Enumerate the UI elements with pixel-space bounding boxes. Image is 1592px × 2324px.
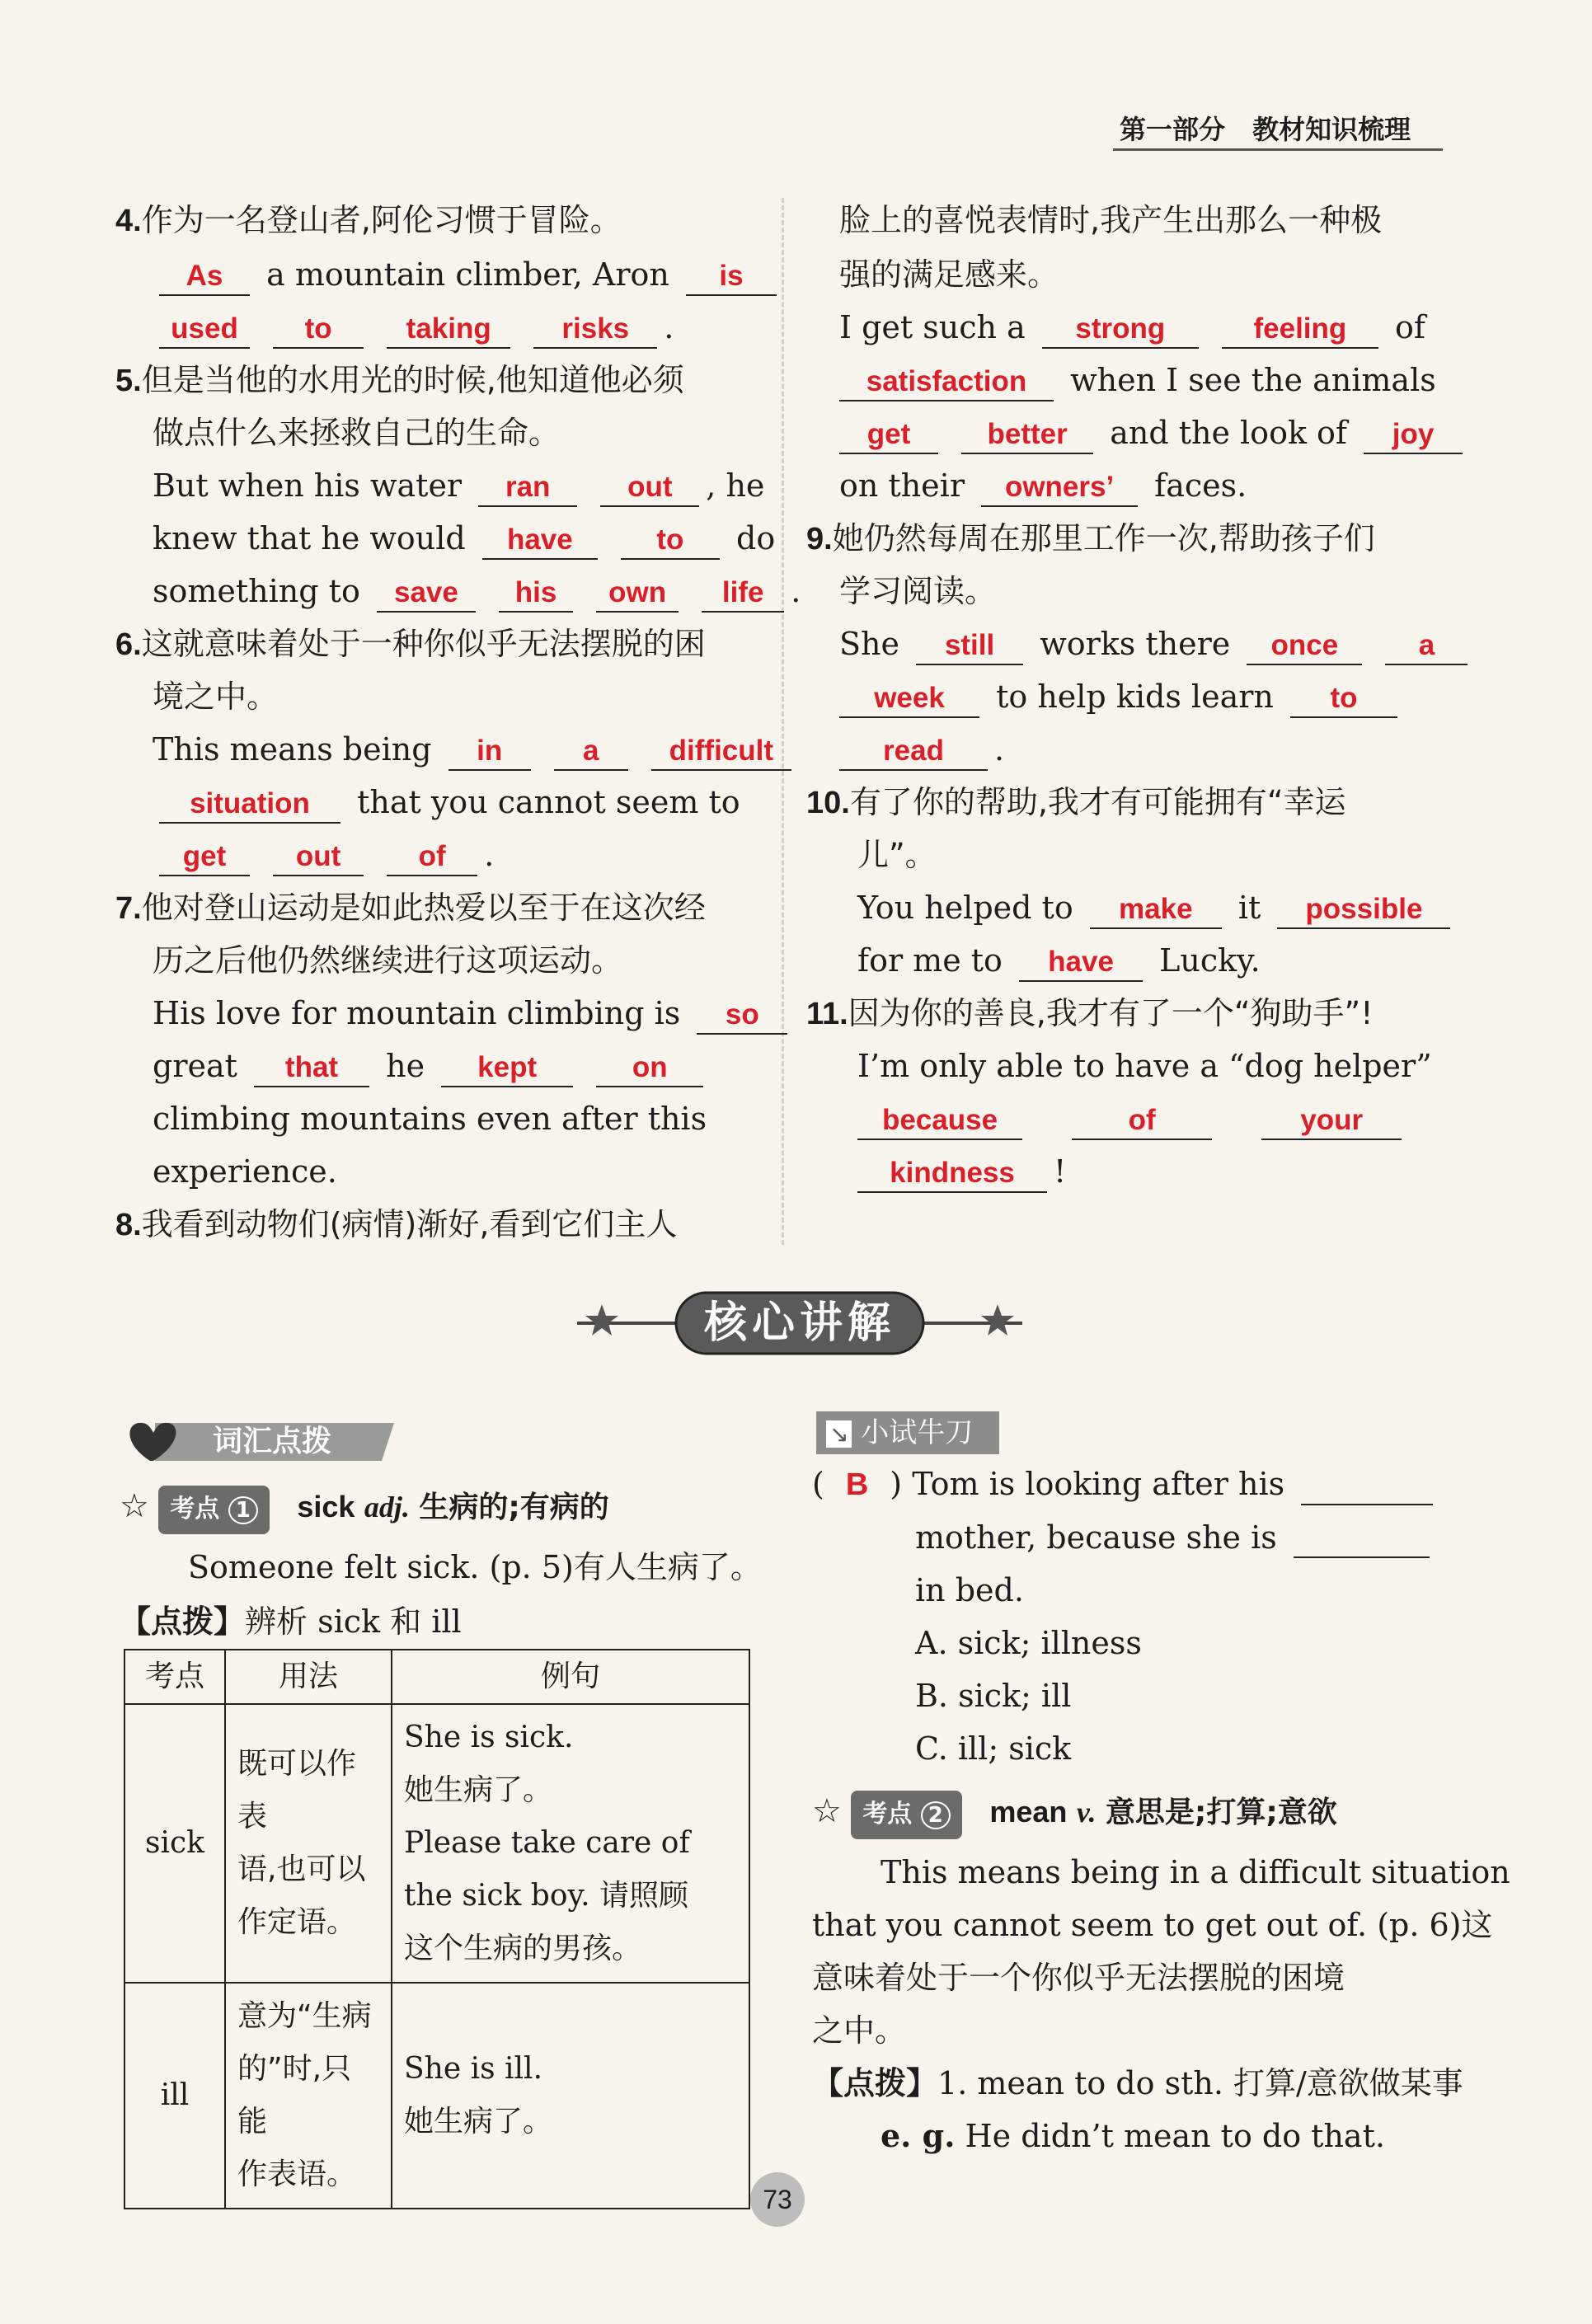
q10-chinese-2: 儿”。	[857, 837, 937, 873]
header-rule	[1113, 148, 1443, 151]
answer: strong	[1042, 311, 1199, 349]
core-banner	[569, 1286, 1031, 1360]
answer: As	[159, 258, 250, 296]
answer: so	[697, 997, 787, 1035]
answer: to	[621, 522, 720, 560]
answer: life	[702, 575, 784, 613]
table-header: 用法	[225, 1650, 392, 1704]
kp1-tip: 【点拨】辨析 sick 和 ill	[120, 1603, 462, 1640]
practice-answer: B	[845, 1467, 869, 1502]
blank-line	[1294, 1524, 1430, 1558]
q4-chinese: 4.作为一名登山者,阿伦习惯于冒险。	[115, 202, 622, 238]
answer: get	[839, 416, 938, 454]
q7-line4: experience.	[153, 1153, 337, 1190]
answer: because	[857, 1102, 1022, 1140]
q8-chinese-2: 脸上的喜悦表情时,我产生出那么一种极	[839, 202, 1383, 238]
answer: your	[1261, 1102, 1402, 1140]
page-header	[1120, 109, 1411, 147]
answer: risks	[533, 311, 657, 349]
q10-chinese: 10.有了你的帮助,我才有可能拥有“幸运	[806, 784, 1346, 820]
kp2-example-4: 之中。	[812, 2012, 907, 2049]
kp2-tag: 考点 2	[851, 1791, 962, 1839]
answer: to	[1290, 680, 1397, 718]
q8-chinese-3: 强的满足感来。	[839, 256, 1059, 293]
q6-line1: This means being in a difficult	[153, 729, 798, 771]
q9-chinese: 9.她仍然每周在那里工作一次,帮助孩子们	[806, 520, 1375, 556]
practice-q-line1: ( B ) Tom is looking after his	[812, 1463, 1433, 1505]
table-row: ill 意为“生病 的”时,只能 作表语。 She is ill. 她生病了。	[124, 1983, 749, 2209]
q7-chinese-2: 历之后他仍然继续进行这项运动。	[153, 942, 623, 979]
q9-line1: She still works there once a	[839, 623, 1474, 665]
answer: taking	[387, 311, 510, 349]
answer: joy	[1364, 416, 1463, 454]
answer: situation	[159, 786, 340, 824]
answer: kept	[441, 1049, 573, 1087]
q8-line4: on their owners’ faces.	[839, 465, 1247, 507]
answer: make	[1090, 891, 1222, 929]
kp2-example-1: This means being in a difficult situation	[881, 1854, 1510, 1890]
star-person-icon: ☆	[812, 1792, 842, 1830]
q10-line1: You helped to make it possible	[857, 887, 1457, 929]
q11-line2	[857, 1098, 1408, 1140]
header-section: 第一部分	[1120, 114, 1226, 145]
kp1-tag: 考点 1	[158, 1486, 270, 1534]
q5-line2: knew that he would have to do	[153, 518, 775, 560]
q7-line3: climbing mountains even after this	[153, 1101, 707, 1137]
q5-chinese: 5.但是当他的水用光的时候,他知道他必须	[115, 362, 684, 398]
kp2-tip: 【点拨】1. mean to do sth. 打算/意欲做某事	[812, 2065, 1463, 2101]
q5-chinese-2: 做点什么来拯救自己的生命。	[153, 415, 561, 451]
q8-chinese: 8.我看到动物们(病情)渐好,看到它们主人	[115, 1206, 678, 1242]
q9-line3: read .	[839, 729, 1004, 771]
q11-line3: kindness !	[857, 1151, 1066, 1193]
q5-line3: something to save his own life .	[153, 570, 801, 613]
answer: his	[499, 575, 573, 613]
answer: once	[1247, 627, 1362, 665]
answer: out	[600, 469, 699, 507]
q10-line2: for me to have Lucky.	[857, 940, 1261, 982]
answer: better	[961, 416, 1093, 454]
kp2-heading: ☆ 考点 2 mean v. 意思是;打算;意欲	[812, 1789, 1337, 1839]
header-title: 教材知识梳理	[1252, 114, 1411, 145]
q6-chinese: 6.这就意味着处于一种你似乎无法摆脱的困	[115, 626, 706, 662]
table-row: sick 既可以作表 语,也可以 作定语。 She is sick. 她生病了。 Please take care of the sick boy. 请照顾 这个生病的男孩。	[124, 1704, 749, 1983]
answer: that	[254, 1049, 369, 1087]
option-c: C. ill; sick	[915, 1730, 1072, 1767]
answer: in	[448, 733, 531, 771]
answer: have	[482, 522, 598, 560]
kp1-heading: ☆ 考点 1 sick adj. 生病的;有病的	[120, 1484, 609, 1534]
vocab-heading: 词汇点拨	[122, 1418, 394, 1466]
q6-chinese-2: 境之中。	[153, 678, 279, 715]
q7-line1: His love for mountain climbing is so	[153, 993, 794, 1035]
answer: to	[273, 311, 364, 349]
option-a: A. sick; illness	[915, 1625, 1142, 1661]
q5-line1: But when his water ran out , he	[153, 465, 764, 507]
practice-heading: ↘ 小试牛刀	[816, 1411, 999, 1454]
q7-line2: great that he kept on	[153, 1045, 710, 1087]
kp1-example: Someone felt sick. (p. 5)有人生病了。	[188, 1549, 762, 1585]
q11-chinese: 11.因为你的善良,我才有了一个“狗助手”!	[806, 995, 1374, 1031]
answer: satisfaction	[839, 364, 1054, 401]
q8-line1: I get such a strong feeling of	[839, 307, 1425, 349]
answer: still	[916, 627, 1023, 665]
answer: get	[159, 838, 250, 876]
answer: difficult	[651, 733, 791, 771]
kp2-example-2: that you cannot seem to get out of. (p. 6)这	[812, 1907, 1493, 1943]
practice-q-line2: mother, because she is	[915, 1517, 1430, 1558]
q4-line2: used to taking risks .	[153, 307, 674, 349]
q7-chinese: 7.他对登山运动是如此热爱以至于在这次经	[115, 890, 706, 926]
q9-chinese-2: 学习阅读。	[839, 573, 997, 609]
answer: a	[1385, 627, 1468, 665]
answer: feeling	[1222, 311, 1378, 349]
core-title: 核心讲解	[703, 1298, 895, 1348]
answer: have	[1019, 944, 1143, 982]
answer: save	[377, 575, 476, 613]
practice-q-line3: in bed.	[915, 1572, 1024, 1608]
answer: out	[273, 838, 364, 876]
column-divider	[782, 198, 784, 1245]
option-b: B. sick; ill	[915, 1678, 1072, 1714]
q6-line3: get out of .	[153, 834, 494, 876]
blank-line	[1301, 1471, 1433, 1505]
answer: a	[554, 733, 628, 771]
arrow-icon: ↘	[826, 1420, 852, 1448]
answer: own	[596, 575, 679, 613]
q8-line2: satisfaction when I see the animals	[839, 359, 1436, 401]
q6-line2: situation that you cannot seem to	[153, 782, 740, 824]
answer: is	[686, 258, 777, 296]
q9-line2: week to help kids learn to	[839, 676, 1404, 718]
answer: possible	[1277, 891, 1450, 929]
sick-ill-table	[124, 1649, 750, 2209]
answer: used	[159, 311, 250, 349]
kp2-example-3: 意味着处于一个你似乎无法摆脱的困境	[812, 1960, 1345, 1996]
q11-line1: I’m only able to have a “dog helper”	[857, 1048, 1432, 1084]
answer: kindness	[857, 1155, 1047, 1193]
answer: ran	[478, 469, 577, 507]
page-number: 73	[750, 2172, 805, 2227]
q4-line1: As a mountain climber, Aron is	[153, 254, 783, 296]
star-person-icon: ☆	[120, 1487, 149, 1525]
answer: of	[1072, 1102, 1212, 1140]
answer: of	[387, 838, 477, 876]
answer: week	[839, 680, 979, 718]
answer: owners’	[981, 469, 1138, 507]
kp2-eg: e. g. He didn’t mean to do that.	[881, 2117, 1385, 2154]
answer: read	[839, 733, 988, 771]
table-header: 考点	[124, 1650, 225, 1704]
q8-line3: get better and the look of joy	[839, 412, 1469, 454]
answer: on	[596, 1049, 703, 1087]
table-header: 例句	[392, 1650, 749, 1704]
